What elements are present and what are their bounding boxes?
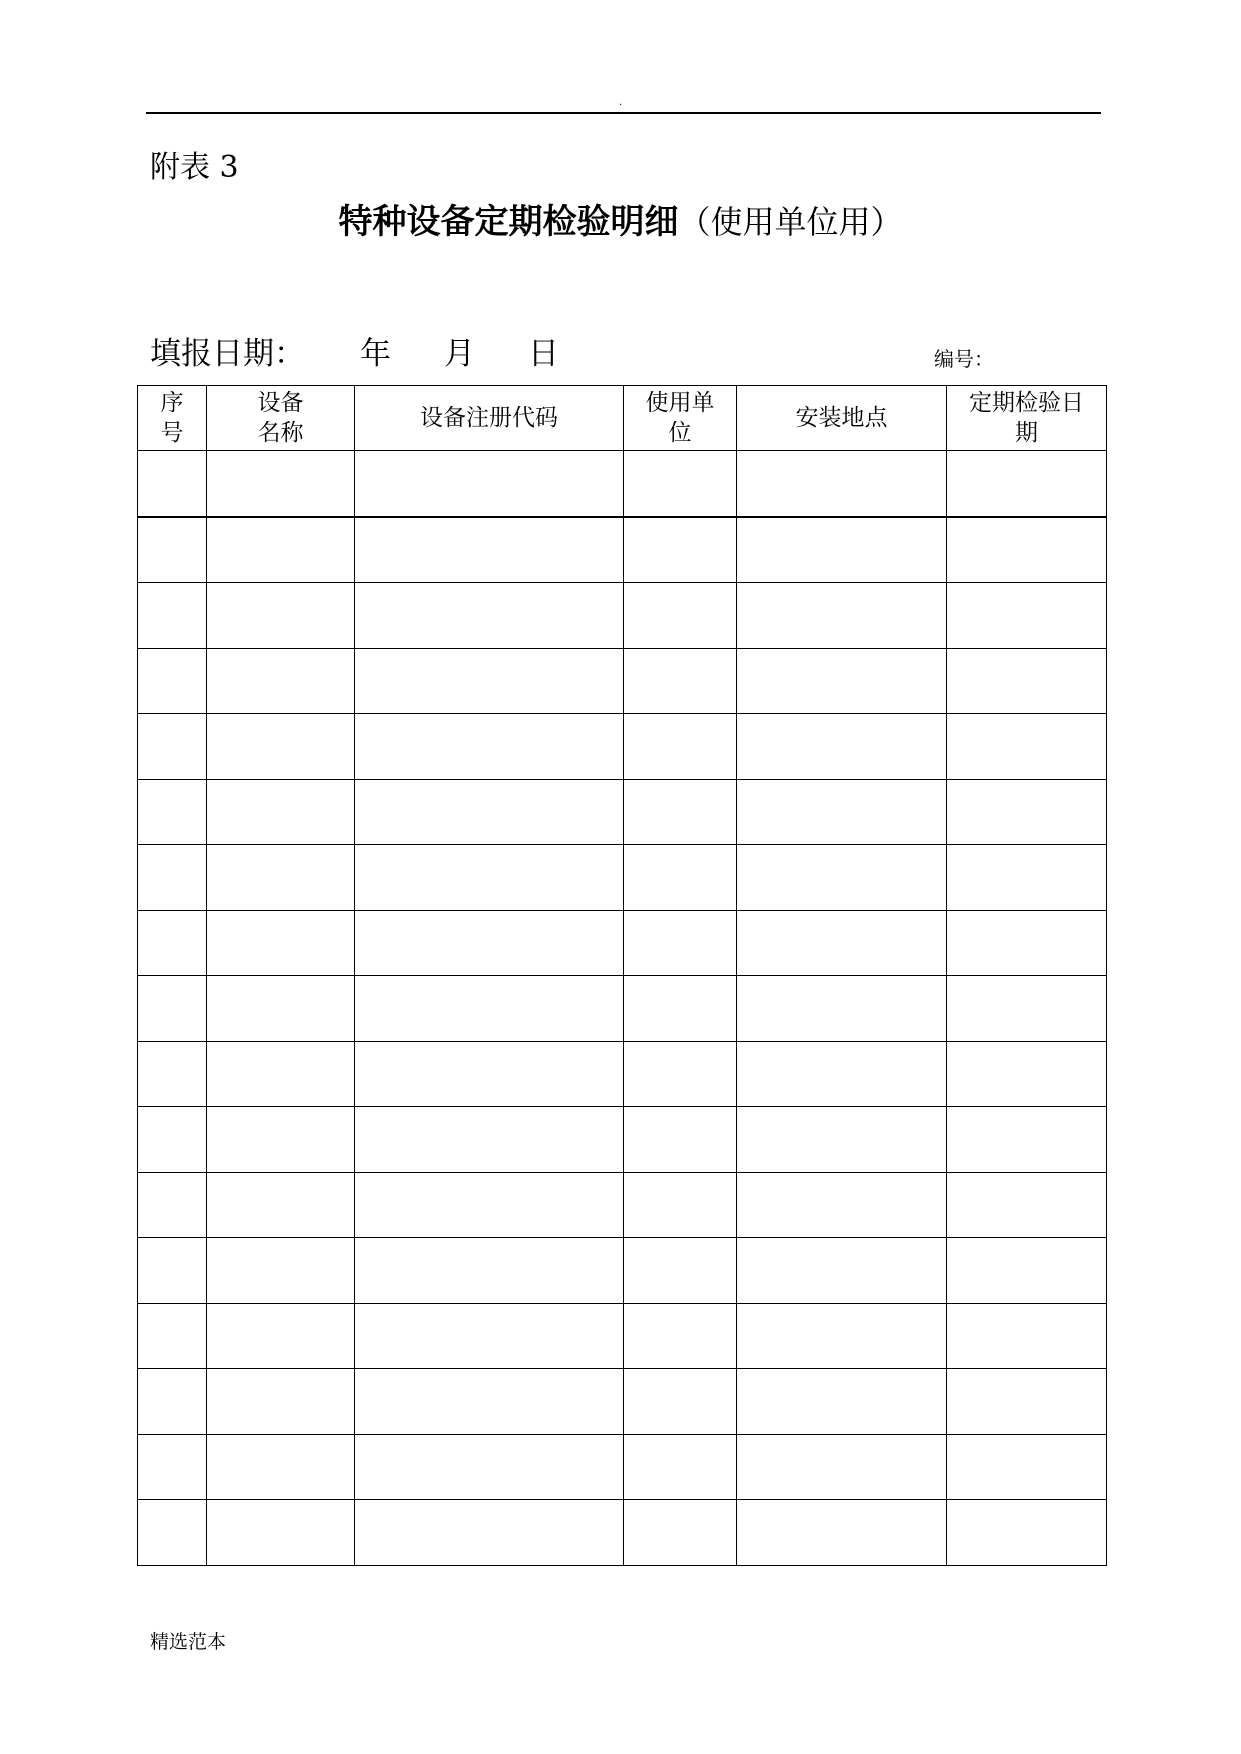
table-cell[interactable] [624,779,737,845]
table-cell[interactable] [355,1172,624,1238]
table-cell[interactable] [138,1303,207,1369]
table-cell[interactable] [138,976,207,1042]
table-cell[interactable] [737,1434,947,1500]
table-cell[interactable] [138,1172,207,1238]
table-cell[interactable] [355,517,624,583]
table-cell[interactable] [207,1172,355,1238]
table-cell[interactable] [355,910,624,976]
header-user-unit [624,386,737,451]
table-cell[interactable] [138,517,207,583]
table-cell[interactable] [947,583,1107,649]
table-cell[interactable] [138,648,207,714]
table-row [138,1107,1107,1173]
table-cell[interactable] [947,779,1107,845]
fill-date-month: 月 [444,336,475,372]
table-cell[interactable] [355,714,624,780]
fill-date-line [150,334,559,374]
table-cell[interactable] [737,779,947,845]
table-row [138,1500,1107,1566]
table-cell[interactable] [207,1369,355,1435]
header-line: 设备注册代码 [420,405,558,431]
table-cell[interactable] [624,648,737,714]
table-cell[interactable] [737,517,947,583]
table-row [138,1041,1107,1107]
table-cell[interactable] [355,845,624,911]
table-cell[interactable] [737,910,947,976]
table-cell[interactable] [138,1238,207,1304]
table-cell[interactable] [624,517,737,583]
table-cell[interactable] [947,648,1107,714]
table-cell[interactable] [624,1041,737,1107]
table-cell[interactable] [138,1369,207,1435]
table-cell[interactable] [138,845,207,911]
table-row [138,451,1107,517]
table-cell[interactable] [624,976,737,1042]
header-dot: . [619,97,623,108]
table-cell[interactable] [737,1172,947,1238]
table-cell[interactable] [355,779,624,845]
table-cell[interactable] [737,1500,947,1566]
table-cell[interactable] [138,583,207,649]
table-row [138,714,1107,780]
annex-label: 附表 3 [150,150,239,185]
header-rule [146,112,1101,114]
table-cell[interactable] [355,1500,624,1566]
table-cell[interactable] [138,714,207,780]
table-cell[interactable] [355,1107,624,1173]
table-cell[interactable] [207,648,355,714]
table-cell[interactable] [737,1238,947,1304]
table-cell[interactable] [737,976,947,1042]
header-install-location [737,386,947,451]
table-cell[interactable] [737,1107,947,1173]
table-body [138,451,1107,1566]
header-line: 位 [668,420,692,446]
header-line: 序 [160,390,184,416]
table-cell[interactable] [947,714,1107,780]
header-line: 使用单 [645,390,715,416]
table-cell[interactable] [138,1500,207,1566]
table-cell[interactable] [355,1238,624,1304]
table-cell[interactable] [737,451,947,517]
table-cell[interactable] [207,583,355,649]
table-cell[interactable] [624,1500,737,1566]
table-cell[interactable] [207,714,355,780]
table-cell[interactable] [355,1303,624,1369]
table-cell[interactable] [624,1303,737,1369]
table-cell[interactable] [355,1434,624,1500]
table-cell[interactable] [624,583,737,649]
header-line: 安装地点 [795,405,888,431]
table-cell[interactable] [947,1369,1107,1435]
table-cell[interactable] [355,583,624,649]
table-cell[interactable] [207,779,355,845]
table-cell[interactable] [947,1434,1107,1500]
footer-text: 精选范本 [150,1631,227,1653]
page-title-main: 特种设备定期检验明细 [338,202,679,242]
table-cell[interactable] [737,648,947,714]
table-cell[interactable] [624,1369,737,1435]
table-header-row [138,386,1107,451]
table-cell[interactable] [947,1238,1107,1304]
table-cell[interactable] [624,714,737,780]
table-cell[interactable] [207,1434,355,1500]
table-cell[interactable] [624,1238,737,1304]
table-row [138,845,1107,911]
table-row [138,976,1107,1042]
table-row [138,1369,1107,1435]
table-cell[interactable] [947,976,1107,1042]
table-cell[interactable] [138,910,207,976]
header-equipment-name [207,386,355,451]
table-cell[interactable] [947,517,1107,583]
table-cell[interactable] [737,1369,947,1435]
header-inspection-date [947,386,1107,451]
fill-date-year: 年 [360,336,391,372]
table-cell[interactable] [207,1500,355,1566]
table-row [138,910,1107,976]
table-cell[interactable] [624,1434,737,1500]
table-cell[interactable] [138,1107,207,1173]
page-title-paren: （使用单位用） [678,203,903,241]
header-line: 定期检验日 [969,390,1084,416]
table-cell[interactable] [737,1041,947,1107]
header-line: 设备 [257,390,304,416]
table-cell[interactable] [355,451,624,517]
serial-number-label: 编号： [934,347,994,371]
table-cell[interactable] [947,1041,1107,1107]
table-cell[interactable] [947,1172,1107,1238]
table-cell[interactable] [947,910,1107,976]
table-cell[interactable] [737,583,947,649]
table-row [138,517,1107,583]
inspection-detail-table [137,385,1107,1566]
table-row [138,1172,1107,1238]
table-row [138,648,1107,714]
table-cell[interactable] [624,845,737,911]
table-cell[interactable] [207,910,355,976]
header-serial [138,386,207,451]
table-cell[interactable] [207,1238,355,1304]
table-cell[interactable] [355,976,624,1042]
table-cell[interactable] [207,1107,355,1173]
table-cell[interactable] [737,1303,947,1369]
table-row [138,1303,1107,1369]
table-cell[interactable] [947,451,1107,517]
table-cell[interactable] [138,779,207,845]
table-cell[interactable] [207,517,355,583]
page-title [0,198,1241,246]
header-line: 期 [1015,420,1038,446]
table-cell[interactable] [947,1107,1107,1173]
table-cell[interactable] [355,1369,624,1435]
table-cell[interactable] [737,714,947,780]
table-row [138,1434,1107,1500]
table-row [138,779,1107,845]
table-cell[interactable] [355,1041,624,1107]
table-cell[interactable] [207,845,355,911]
table-cell[interactable] [207,976,355,1042]
table-cell[interactable] [947,1303,1107,1369]
header-line: 号 [160,420,184,446]
table-cell[interactable] [355,648,624,714]
table-cell[interactable] [138,1434,207,1500]
table-cell[interactable] [138,451,207,517]
table-cell[interactable] [138,1041,207,1107]
table-cell[interactable] [947,1500,1107,1566]
table-cell[interactable] [624,451,737,517]
table-row [138,583,1107,649]
fill-date-day: 日 [528,336,559,372]
table-row [138,1238,1107,1304]
table-cell[interactable] [207,1303,355,1369]
table-cell[interactable] [207,1041,355,1107]
table-cell[interactable] [737,845,947,911]
header-registration-code [355,386,624,451]
table-cell[interactable] [207,451,355,517]
header-line: 名称 [257,420,304,446]
table-cell[interactable] [624,1172,737,1238]
table-cell[interactable] [624,1107,737,1173]
table-cell[interactable] [624,910,737,976]
fill-date-label: 填报日期： [150,336,305,372]
table-cell[interactable] [947,845,1107,911]
